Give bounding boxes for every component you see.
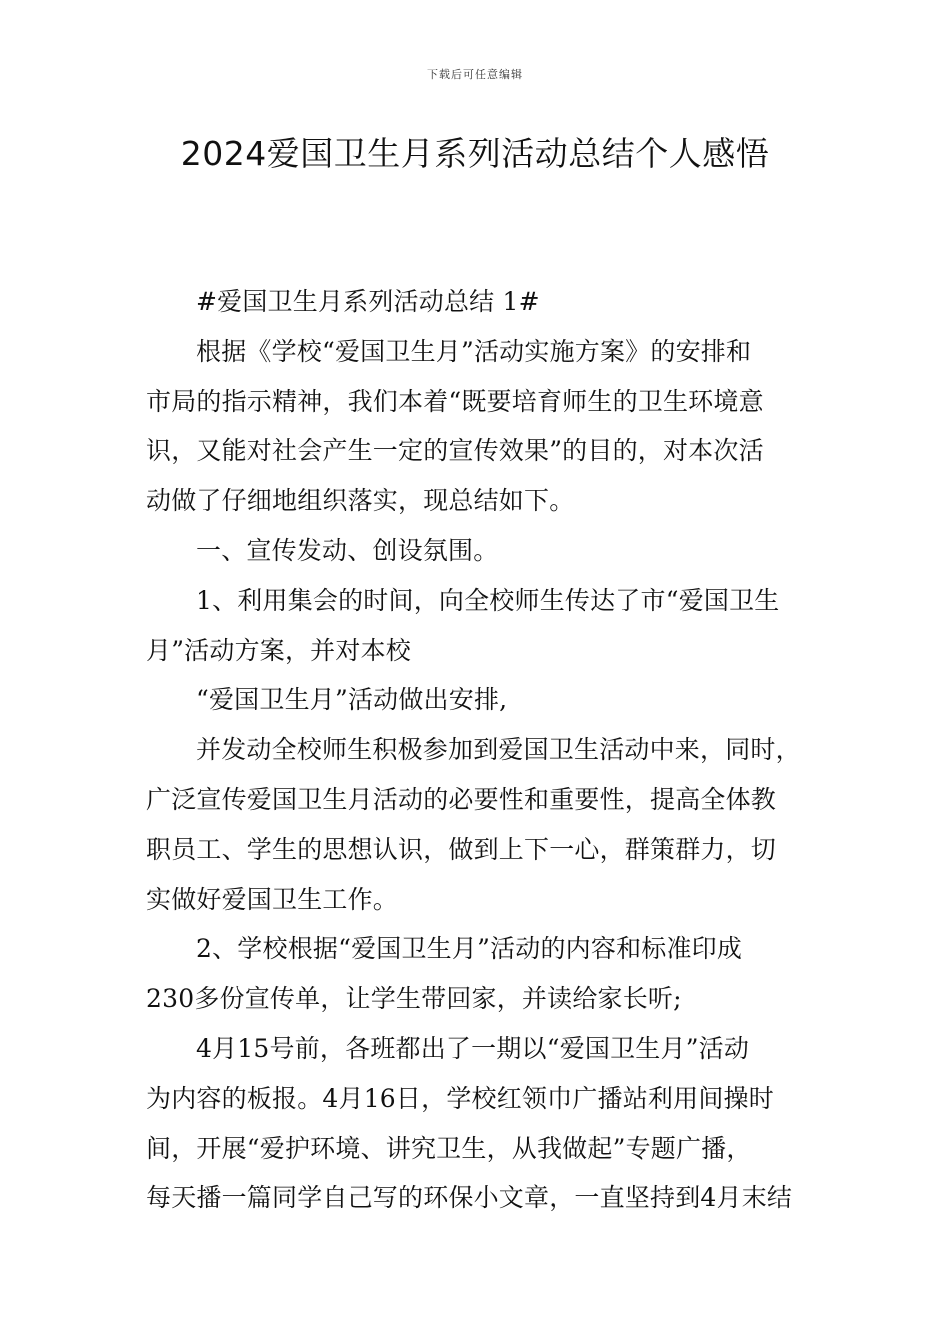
text-line: 动做了仔细地组织落实，现总结如下。	[146, 486, 575, 516]
text-line: 实做好爱国卫生工作。	[146, 884, 399, 914]
text-line: 广泛宣传爱国卫生月活动的必要性和重要性，提高全体教	[146, 784, 777, 814]
paragraph-item-1-continued	[146, 675, 810, 725]
text-line: 市局的指示精神，我们本着“既要培育师生的卫生环境意	[146, 386, 764, 416]
paragraph-item-2-detail	[146, 1024, 810, 1223]
header-note: 下载后可任意编辑	[427, 68, 523, 81]
text-line: 根据《学校“爱国卫生月”活动实施方案》的安排和	[196, 336, 752, 366]
paragraph-item-1-detail	[146, 725, 810, 924]
text-line: “爱国卫生月”活动做出安排,	[196, 685, 508, 715]
text-line: 月”活动方案，并对本校	[146, 635, 411, 665]
document-body	[146, 277, 810, 1223]
paragraph-subheading	[146, 526, 810, 576]
text-line: 并发动全校师生积极参加到爱国卫生活动中来，同时，	[196, 735, 801, 765]
paragraph-item-1	[146, 576, 810, 676]
text-line: 2、学校根据“爱国卫生月”活动的内容和标准印成	[196, 934, 743, 964]
paragraph-item-2	[146, 924, 810, 1024]
text-line: 230多份宣传单，让学生带回家，并读给家长听;	[146, 984, 682, 1014]
text-line: 1、利用集会的时间，向全校师生传达了市“爱国卫生	[196, 585, 780, 615]
text-line: 为内容的板报。4月16日，学校红领巾广播站利用间操时	[146, 1083, 774, 1113]
text-line: 职员工、学生的思想认识，做到上下一心，群策群力，切	[146, 834, 777, 864]
paragraph-section-heading	[146, 277, 810, 327]
text-line: 间，开展“爱护环境、讲究卫生，从我做起”专题广播，	[146, 1133, 752, 1163]
text-line: 每天播一篇同学自己写的环保小文章，一直坚持到4月末结	[146, 1183, 793, 1213]
text-line: #爱国卫生月系列活动总结 1#	[196, 287, 540, 316]
document-title: 2024爱国卫生月系列活动总结个人感悟	[180, 134, 770, 173]
text-line: 4月15号前，各班都出了一期以“爱国卫生月”活动	[196, 1033, 750, 1063]
text-line: 一、宣传发动、创设氛围。	[196, 535, 499, 565]
text-line: 识，又能对社会产生一定的宣传效果”的目的，对本次活	[146, 436, 764, 466]
paragraph-intro	[146, 327, 810, 526]
